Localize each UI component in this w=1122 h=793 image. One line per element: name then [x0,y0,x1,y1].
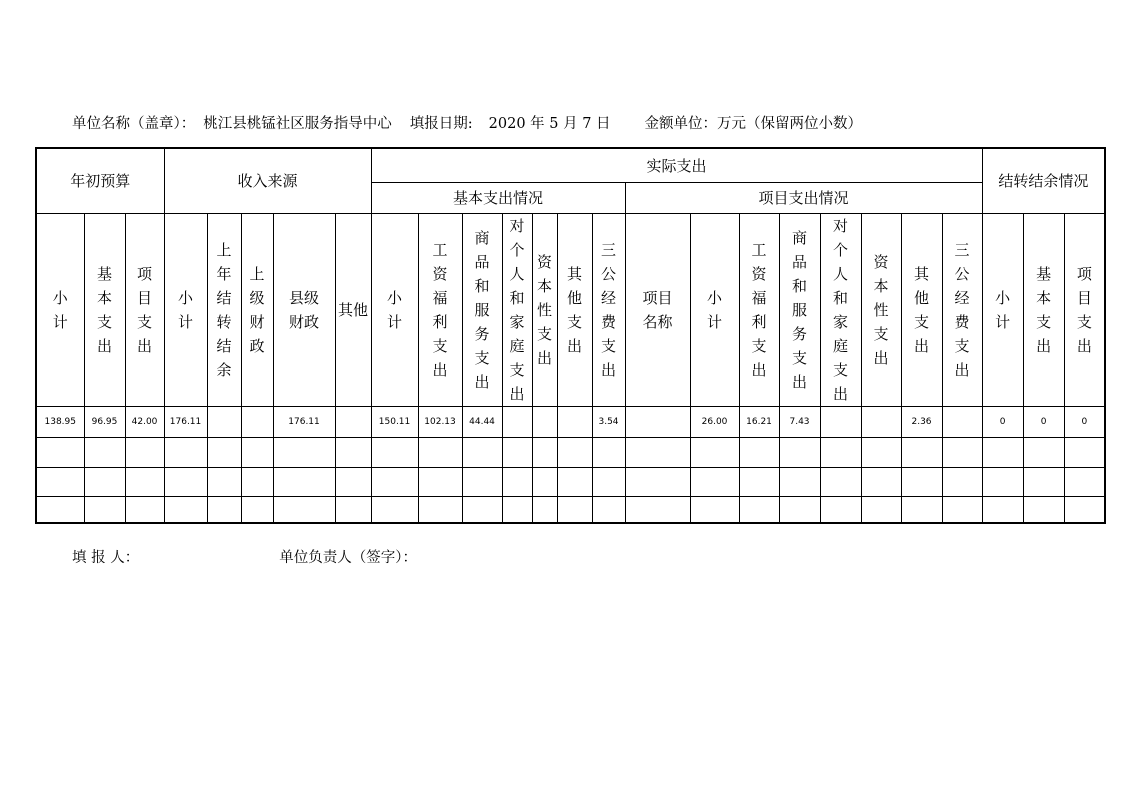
table-cell: 26.00 [690,406,739,437]
table-cell[interactable] [335,467,371,496]
col-b-other: 其他支出 [557,213,592,406]
table-cell[interactable] [418,437,462,467]
col-inc-other: 其他 [335,213,371,406]
table-cell: 0 [982,406,1023,437]
table-cell[interactable] [625,467,690,496]
table-cell[interactable] [532,496,557,523]
table-cell[interactable] [690,437,739,467]
table-cell[interactable] [84,467,125,496]
table-cell: 0 [1064,406,1105,437]
table-cell[interactable] [164,467,207,496]
col-b-wages: 工资福利支出 [418,213,462,406]
table-cell[interactable] [901,467,942,496]
table-cell: 150.11 [371,406,418,437]
col-p-three: 三公经费支出 [942,213,982,406]
table-cell[interactable] [241,496,273,523]
table-cell[interactable] [1023,496,1064,523]
col-p-subtotal: 小计 [690,213,739,406]
table-cell[interactable] [942,496,982,523]
group-income-source: 收入来源 [164,148,371,213]
table-cell: 42.00 [125,406,164,437]
table-cell[interactable] [690,496,739,523]
table-cell[interactable] [557,437,592,467]
col-ob-subtotal: 小计 [36,213,84,406]
table-cell[interactable] [861,496,901,523]
table-cell[interactable] [241,467,273,496]
table-cell[interactable] [371,496,418,523]
table-cell[interactable] [557,496,592,523]
table-cell[interactable] [462,437,502,467]
report-header [72,112,862,133]
table-cell[interactable] [207,437,241,467]
table-cell: 176.11 [273,406,335,437]
col-b-three: 三公经费支出 [592,213,625,406]
table-cell: 102.13 [418,406,462,437]
table-row [36,406,1105,437]
table-cell[interactable] [241,437,273,467]
table-cell[interactable] [36,437,84,467]
table-cell[interactable] [418,496,462,523]
table-cell[interactable] [901,437,942,467]
table-cell[interactable] [207,496,241,523]
table-cell[interactable] [36,467,84,496]
col-ob-basic: 基本支出 [84,213,125,406]
table-cell [557,406,592,437]
table-cell[interactable] [1064,467,1105,496]
col-p-wages: 工资福利支出 [739,213,779,406]
table-cell[interactable] [625,437,690,467]
table-cell[interactable] [1064,437,1105,467]
table-cell[interactable] [273,437,335,467]
unit-name-label: 单位名称（盖章）： [72,116,196,132]
table-cell[interactable] [779,496,820,523]
col-p-households: 对个人和家庭支出 [820,213,861,406]
col-b-subtotal: 小计 [371,213,418,406]
group-project-spending: 项目支出情况 [625,182,982,213]
table-cell[interactable] [690,467,739,496]
table-cell[interactable] [502,467,532,496]
table-cell [942,406,982,437]
table-cell: 7.43 [779,406,820,437]
table-cell [241,406,273,437]
table-row [36,467,1105,496]
table-row [36,496,1105,523]
col-p-name: 项目名称 [625,213,690,406]
table-cell[interactable] [164,437,207,467]
table-cell[interactable] [557,467,592,496]
table-cell: 0 [1023,406,1064,437]
table-cell[interactable] [592,496,625,523]
col-p-goods: 商品和服务支出 [779,213,820,406]
col-p-other: 其他支出 [901,213,942,406]
table-cell [502,406,532,437]
table-cell[interactable] [371,467,418,496]
report-footer [72,546,417,567]
table-cell[interactable] [335,496,371,523]
col-b-capital: 资本性支出 [532,213,557,406]
col-c-project: 项目支出 [1064,213,1105,406]
table-cell[interactable] [1023,437,1064,467]
table-cell[interactable] [273,467,335,496]
table-cell[interactable] [861,437,901,467]
table-cell [820,406,861,437]
col-inc-subtotal: 小计 [164,213,207,406]
table-cell[interactable] [901,496,942,523]
table-cell[interactable] [739,467,779,496]
col-inc-higher: 上级财政 [241,213,273,406]
table-cell: 16.21 [739,406,779,437]
table-cell[interactable] [592,467,625,496]
table-cell[interactable] [532,467,557,496]
table-cell[interactable] [820,496,861,523]
col-c-basic: 基本支出 [1023,213,1064,406]
table-cell [335,406,371,437]
col-c-subtotal: 小计 [982,213,1023,406]
table-cell[interactable] [942,437,982,467]
table-cell[interactable] [942,467,982,496]
table-cell[interactable] [739,437,779,467]
table-cell[interactable] [739,496,779,523]
table-cell[interactable] [462,467,502,496]
table-cell[interactable] [982,467,1023,496]
table-row [36,437,1105,467]
unit-name-value: 桃江县桃锰社区服务指导中心 [203,116,392,132]
table-cell[interactable] [84,496,125,523]
table-cell[interactable] [532,437,557,467]
table-cell[interactable] [371,437,418,467]
table-cell: 3.54 [592,406,625,437]
table-cell [625,406,690,437]
table-cell [861,406,901,437]
table-cell[interactable] [125,496,164,523]
group-carryover: 结转结余情况 [982,148,1105,213]
col-p-capital: 资本性支出 [861,213,901,406]
date-value: 2020 年 5 月 7 日 [488,116,611,132]
table-cell[interactable] [779,437,820,467]
table-cell: 44.44 [462,406,502,437]
amount-unit-note: 金额单位：万元（保留两位小数） [644,116,863,132]
filler-label: 填 报 人： [72,550,140,566]
table-cell: 96.95 [84,406,125,437]
table-cell[interactable] [273,496,335,523]
table-cell[interactable] [502,437,532,467]
table-cell[interactable] [164,496,207,523]
table-cell [207,406,241,437]
col-b-goods: 商品和服务支出 [462,213,502,406]
table-cell: 176.11 [164,406,207,437]
group-actual-spending: 实际支出 [371,148,982,182]
table-cell[interactable] [1023,467,1064,496]
table-cell[interactable] [125,437,164,467]
table-cell[interactable] [207,467,241,496]
table-cell[interactable] [625,496,690,523]
table-cell[interactable] [418,467,462,496]
table-cell[interactable] [125,467,164,496]
table-cell[interactable] [861,467,901,496]
leader-signature-label: 单位负责人（签字）： [279,550,417,566]
group-opening-budget: 年初预算 [36,148,164,213]
table-cell: 2.36 [901,406,942,437]
table-cell[interactable] [84,437,125,467]
table-cell[interactable] [982,496,1023,523]
group-basic-spending: 基本支出情况 [371,182,625,213]
date-label: 填报日期: [409,116,473,132]
table-cell[interactable] [1064,496,1105,523]
table-cell[interactable] [462,496,502,523]
col-ob-project: 项目支出 [125,213,164,406]
col-inc-county: 县级财政 [273,213,335,406]
table-cell: 138.95 [36,406,84,437]
col-b-households: 对个人和家庭支出 [502,213,532,406]
budget-table [35,147,1106,524]
table-cell[interactable] [502,496,532,523]
table-cell[interactable] [36,496,84,523]
col-inc-prev-year: 上年结转结余 [207,213,241,406]
table-cell[interactable] [820,467,861,496]
table-cell[interactable] [982,437,1023,467]
table-cell[interactable] [592,437,625,467]
table-cell[interactable] [820,437,861,467]
table-cell[interactable] [779,467,820,496]
table-cell[interactable] [335,437,371,467]
table-cell [532,406,557,437]
